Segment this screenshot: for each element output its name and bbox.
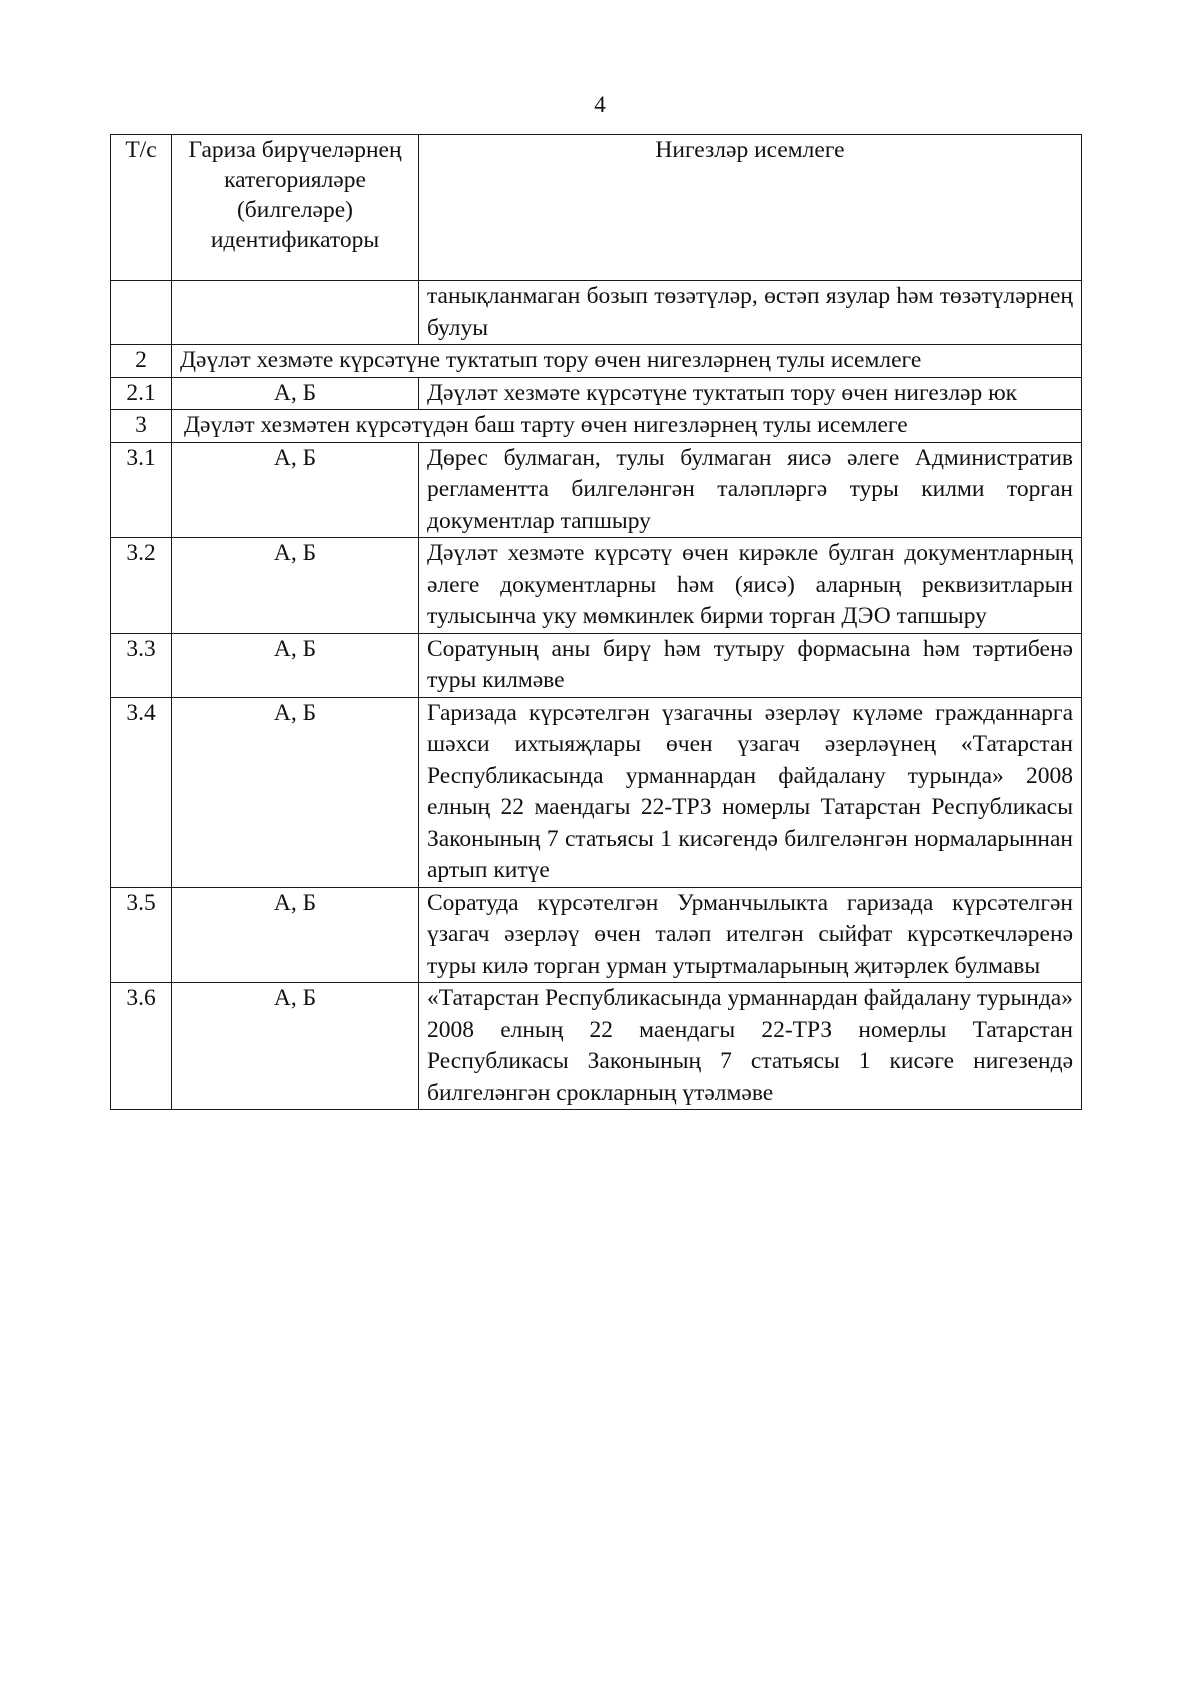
page-number: 4 — [594, 92, 606, 117]
table-row — [111, 281, 1082, 345]
table-row — [111, 887, 1082, 983]
row-category: А, Б — [172, 633, 419, 697]
row-number — [111, 281, 172, 345]
section-title: Дәүләт хезмәтен күрсәтүдән баш тарту өчен нигезләрнең тулы исемлеге — [172, 410, 1082, 443]
row-number: 3 — [111, 410, 172, 443]
row-ground-text: Гаризада күрсәтелгән үзагачны әзерләү күләме гражданнарга шәхси ихтыяҗлары өчен үзагач әзерләүнең «Татарстан Республикасында урманнардан файдалану турында» 2008 елның 22 маендагы 22-ТРЗ номерлы Татарстан Республикасы Законының 7 статьясы 1 кисәгендә билгеләнгән нормаларыннан артып китүе — [419, 697, 1082, 887]
row-ground-text: Дәүләт хезмәте күрсәтү өчен кирәкле булган документларның әлеге документларны һәм (яисә) аларның реквизитларын тулысынча уку мөмкинлек бирми торган ДЭО тапшыру — [419, 538, 1082, 634]
row-ground-text: Дәүләт хезмәте күрсәтүне туктатып тору өчен нигезләр юк — [419, 377, 1082, 410]
table-row — [111, 633, 1082, 697]
section-title: Дәүләт хезмәте күрсәтүне туктатып тору өчен нигезләрнең тулы исемлеге — [172, 345, 1082, 378]
row-ground-text: Соратуның аны бирү һәм тутыру формасына һәм тәртибенә туры килмәве — [419, 633, 1082, 697]
row-category: А, Б — [172, 697, 419, 887]
row-number: 2 — [111, 345, 172, 378]
header-grounds-list: Нигезләр исемлеге — [419, 135, 1082, 281]
grounds-table — [110, 134, 1082, 1110]
row-number: 3.2 — [111, 538, 172, 634]
row-number: 3.1 — [111, 442, 172, 538]
table-row — [111, 377, 1082, 410]
header-applicant-category: Гариза бирүчеләрнең категорияләре (билгеләре) идентификаторы — [172, 135, 419, 281]
row-number: 2.1 — [111, 377, 172, 410]
row-category: А, Б — [172, 887, 419, 983]
row-number: 3.6 — [111, 983, 172, 1110]
row-category: А, Б — [172, 377, 419, 410]
table-header-row — [111, 135, 1082, 281]
table-row — [111, 442, 1082, 538]
table-row — [111, 983, 1082, 1110]
row-ground-text: «Татарстан Республикасында урманнардан файдалану турында» 2008 елның 22 маендагы 22-ТРЗ номерлы Татарстан Республикасы Законының 7 статьясы 1 кисәге нигезендә билгеләнгән срокларның үтәлмәве — [419, 983, 1082, 1110]
row-category — [172, 281, 419, 345]
row-ground-text: Дөрес булмаган, тулы булмаган яисә әлеге Административ регламентта билгеләнгән таләпләргә туры килми торган документлар тапшыру — [419, 442, 1082, 538]
section-row — [111, 345, 1082, 378]
section-row — [111, 410, 1082, 443]
row-number: 3.3 — [111, 633, 172, 697]
row-ground-text: Соратуда күрсәтелгән Урманчылыкта гаризада күрсәтелгән үзагач әзерләү өчен таләп ителгән сыйфат күрсәткечләренә туры килә торган урман утыртмаларының җитәрлек булмавы — [419, 887, 1082, 983]
row-number: 3.5 — [111, 887, 172, 983]
row-category: А, Б — [172, 983, 419, 1110]
header-number: Т/с — [111, 135, 172, 281]
row-category: А, Б — [172, 442, 419, 538]
table-row — [111, 697, 1082, 887]
row-category: А, Б — [172, 538, 419, 634]
row-number: 3.4 — [111, 697, 172, 887]
row-ground-text: танықланмаган бозып төзәтүләр, өстәп язулар һәм төзәтүләрнең булуы — [419, 281, 1082, 345]
table-row — [111, 538, 1082, 634]
